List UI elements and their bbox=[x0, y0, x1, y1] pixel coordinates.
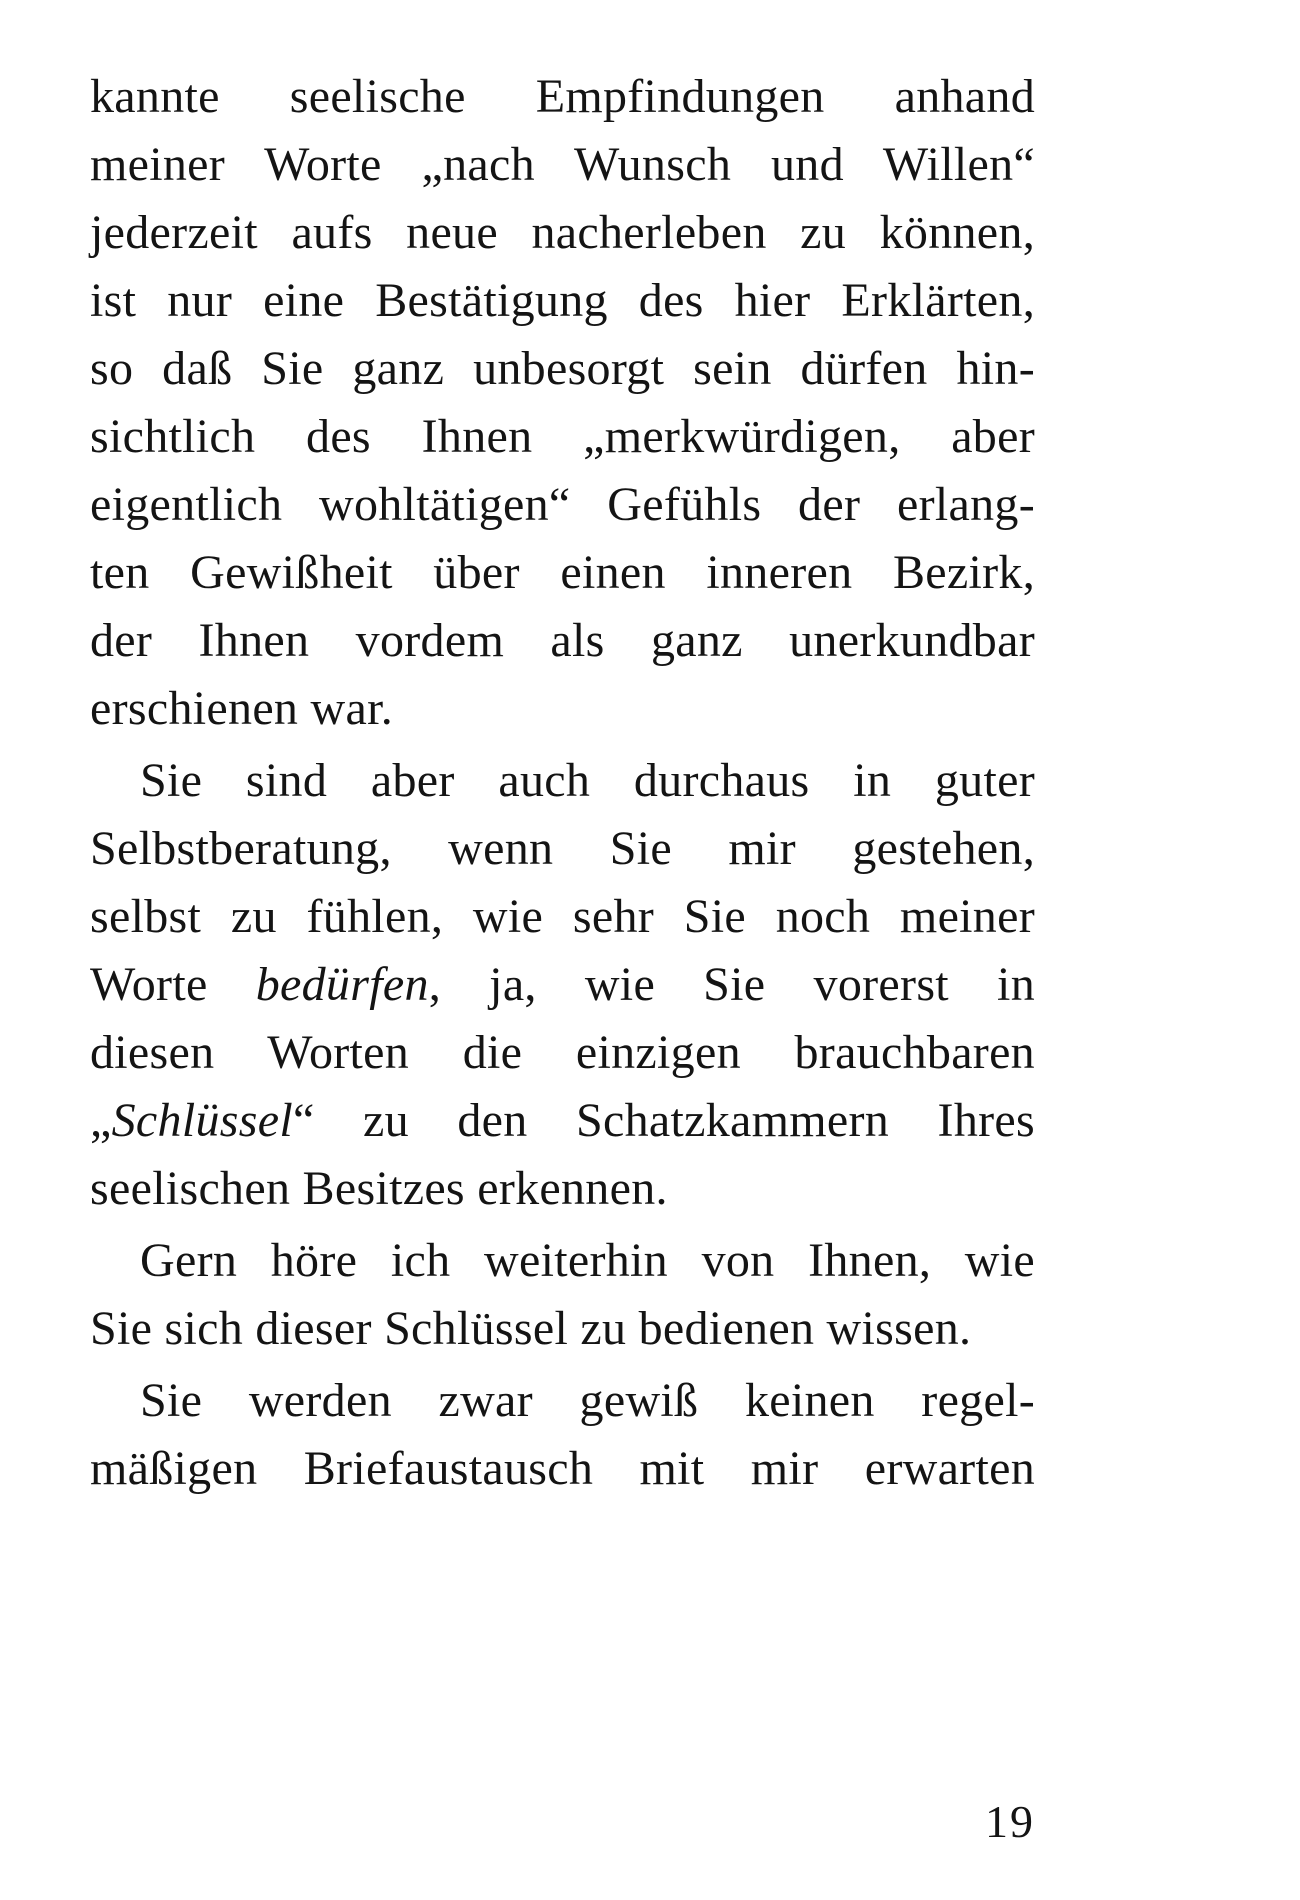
text-line: selbst zu fühlen, wie sehr Sie noch meiner bbox=[90, 890, 1035, 943]
emphasized-word: bedürfen bbox=[255, 958, 429, 1011]
text-line: Gern höre ich weiterhin von Ihnen, wie bbox=[140, 1234, 1035, 1287]
text-run: “ zu den Schatzkammern Ihres bbox=[292, 1094, 1035, 1147]
text-line: so daß Sie ganz unbesorgt sein dürfen hin- bbox=[90, 342, 1035, 395]
text-line: Sie sind aber auch durchaus in guter bbox=[140, 754, 1035, 807]
page-number: 19 bbox=[985, 1796, 1035, 1847]
text-run: Worte bbox=[90, 958, 256, 1011]
text-run: , ja, wie Sie vorerst in bbox=[428, 958, 1035, 1011]
text-line: jederzeit aufs neue nacherleben zu können, bbox=[90, 206, 1035, 259]
text-line: ist nur eine Bestätigung des hier Erklärten, bbox=[90, 274, 1035, 327]
text-line: ten Gewißheit über einen inneren Bezirk, bbox=[90, 546, 1035, 599]
emphasized-word: Schlüssel bbox=[111, 1094, 293, 1147]
text-line: diesen Worten die einzigen brauchbaren bbox=[90, 1026, 1035, 1079]
text-line: der Ihnen vordem als ganz unerkundbar bbox=[90, 614, 1035, 667]
text-line: seelischen Besitzes erkennen. bbox=[90, 1162, 668, 1215]
text-line: Selbstberatung, wenn Sie mir gestehen, bbox=[90, 822, 1035, 875]
text-line: mäßigen Briefaustausch mit mir erwarten bbox=[90, 1442, 1035, 1495]
text-line: sichtlich des Ihnen „merkwürdigen, aber bbox=[90, 410, 1035, 463]
text-line: eigentlich wohltätigen“ Gefühls der erlang- bbox=[90, 478, 1035, 531]
text-line: meiner Worte „nach Wunsch und Willen“ bbox=[90, 138, 1035, 191]
text-line: erschienen war. bbox=[90, 682, 394, 735]
text-line: Sie sich dieser Schlüssel zu bedienen wissen. bbox=[90, 1302, 972, 1355]
text-run: „ bbox=[90, 1094, 112, 1147]
text-line: kannte seelische Empfindungen anhand bbox=[90, 70, 1035, 123]
text-line: Sie werden zwar gewiß keinen regel- bbox=[140, 1374, 1035, 1427]
